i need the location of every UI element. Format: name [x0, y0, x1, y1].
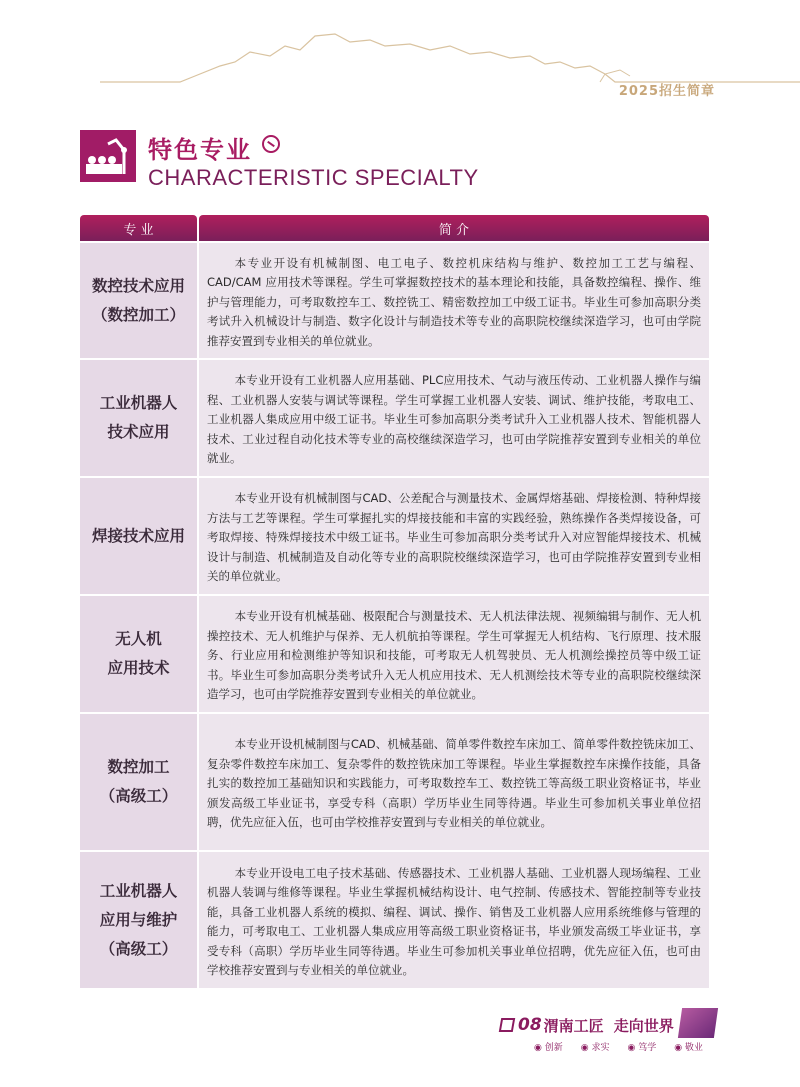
desc-cell	[199, 360, 709, 476]
footer-tag: ◉ 求实	[581, 1040, 610, 1053]
major-description: 本专业开设有机械制图与CAD、公差配合与测量技术、金属焊熔基础、焊接检测、特种焊接方法与工艺等课程。学生可掌握扎实的焊接技能和丰富的实践经验，熟练操作各类焊接设备，可考取焊接、特殊焊接技术中级工证书。毕业生可参加高职分类考试升入对应智能焊接技术、机械设计与制造、机械制造及自动化等专业的高职院校继续深造学习，也可由学院推荐安置到专业相关的单位就业。	[207, 491, 701, 584]
footer-tag: ◉ 创新	[534, 1040, 563, 1053]
major-name: 无人机 应用技术	[107, 630, 170, 677]
major-description: 本专业开设有机械制图、电工电子、数控机床结构与维护、数控加工工艺与编程、CAD/CAM 应用技术等课程。学生可掌握数控技术的基本理论和技能，具备数控编程、操作、维护与管理能力，可考取数控车工、数控铣工、精密数控加工中级工证书。毕业生可参加高职分类考试升入机械设计与制造、数字化设计与制造技术等专业的高职院校继续深造学习，也可由学院推荐安置到专业相关的单位就业。	[207, 255, 701, 348]
major-name: 工业机器人 应用与维护 （高级工）	[99, 881, 178, 958]
page-footer	[500, 1014, 720, 1064]
header-desc: 简 介	[199, 215, 709, 241]
table-row	[80, 714, 709, 850]
major-description: 本专业开设有机械基础、极限配合与测量技术、无人机法律法规、视频编辑与制作、无人机操控技术、无人机维护与保养、无人机航拍等课程。学生可掌握无人机结构、飞行原理、技术服务、行业应用和检测维护等知识和技能，可考取无人机驾驶员、无人机测绘操控员等中级工证书。毕业生可参加高职分类考试升入无人机应用技术、无人机测绘技术等专业的高职院校继续深造学习，也可由学院推荐安置到专业相关的单位就业。	[207, 609, 701, 702]
brand-label: 2025招生简章	[618, 84, 715, 99]
major-name: 焊接技术应用	[91, 526, 185, 545]
table-row	[80, 360, 709, 476]
page-marker-icon	[499, 1018, 515, 1032]
major-description: 本专业开设有工业机器人应用基础、PLC应用技术、气动与液压传动、工业机器人操作与编程、工业机器人安装与调试等课程。学生可掌握工业机器人安装、调试、维护技能，考取电工、工业机器人集成应用中级工证书。毕业生可参加高职分类考试升入工业机器人技术、智能机器人技术、工业过程自动化技术等专业的高校继续深造学习，也可由学院推荐安置到专业相关的单位就业。	[207, 373, 701, 466]
robot-arm-icon	[80, 130, 136, 182]
desc-cell	[199, 596, 709, 712]
major-cell	[80, 596, 197, 712]
pen-circle-icon	[262, 135, 280, 153]
major-cell	[80, 714, 197, 850]
major-cell	[80, 478, 197, 594]
major-cell	[80, 243, 197, 358]
desc-cell	[199, 478, 709, 594]
table-row	[80, 243, 709, 358]
section-subtitle: CHARACTERISTIC SPECIALTY	[148, 165, 479, 190]
specialty-table	[80, 215, 709, 988]
desc-cell	[199, 714, 709, 850]
major-name: 数控技术应用 （数控加工）	[91, 276, 185, 324]
footer-title: 渭南工匠	[543, 1016, 604, 1035]
table-row	[80, 596, 709, 712]
table-row	[80, 852, 709, 988]
footer-tag: ◉ 笃学	[627, 1040, 656, 1053]
table-header	[80, 215, 709, 241]
header-major: 专 业	[80, 215, 197, 241]
major-name: 数控加工 （高级工）	[99, 758, 178, 805]
major-name: 工业机器人 技术应用	[99, 394, 178, 441]
page-number: 08	[518, 1015, 542, 1035]
major-cell	[80, 852, 197, 988]
major-cell	[80, 360, 197, 476]
desc-cell	[199, 243, 709, 358]
footer-tags	[534, 1040, 703, 1053]
table-row	[80, 478, 709, 594]
footer-bar	[500, 1014, 700, 1036]
desc-cell	[199, 852, 709, 988]
footer-tag: ◉ 敬业	[674, 1040, 703, 1053]
footer-slogan: 走向世界	[613, 1016, 674, 1035]
major-description: 本专业开设机械制图与CAD、机械基础、简单零件数控车床加工、简单零件数控铣床加工、复杂零件数控车床加工、复杂零件的数控铣床加工等课程。毕业生掌握数控车床操作技能，具备扎实的数控加工基础知识和实践能力，可考取数控车工、数控铣工等高级工职业资格证书，毕业颁发高级工毕业证书，享受专科（高职）学历毕业生同等待遇。毕业生可参加机关事业单位招聘，优先应征入伍，也可由学校推荐安置到与专业相关的单位就业。	[207, 737, 701, 830]
section-title: 特色专业	[148, 136, 252, 164]
major-description: 本专业开设电工电子技术基础、传感器技术、工业机器人基础、工业机器人现场编程、工业机器人装调与维修等课程。毕业生掌握机械结构设计、电气控制、传感技术、智能控制等专业技能，具备工业机器人系统的模拟、编程、调试、操作、销售及工业机器人应用系统维修与管理的能力，可考取电工、工业机器人集成应用等高级工职业资格证书，毕业颁发高级工毕业证书，享受专科（高职）学历毕业生同等待遇。毕业生可参加机关事业单位招聘，优先应征入伍，也可由学校推荐安置到与专业相关的单位就业。	[207, 865, 701, 977]
